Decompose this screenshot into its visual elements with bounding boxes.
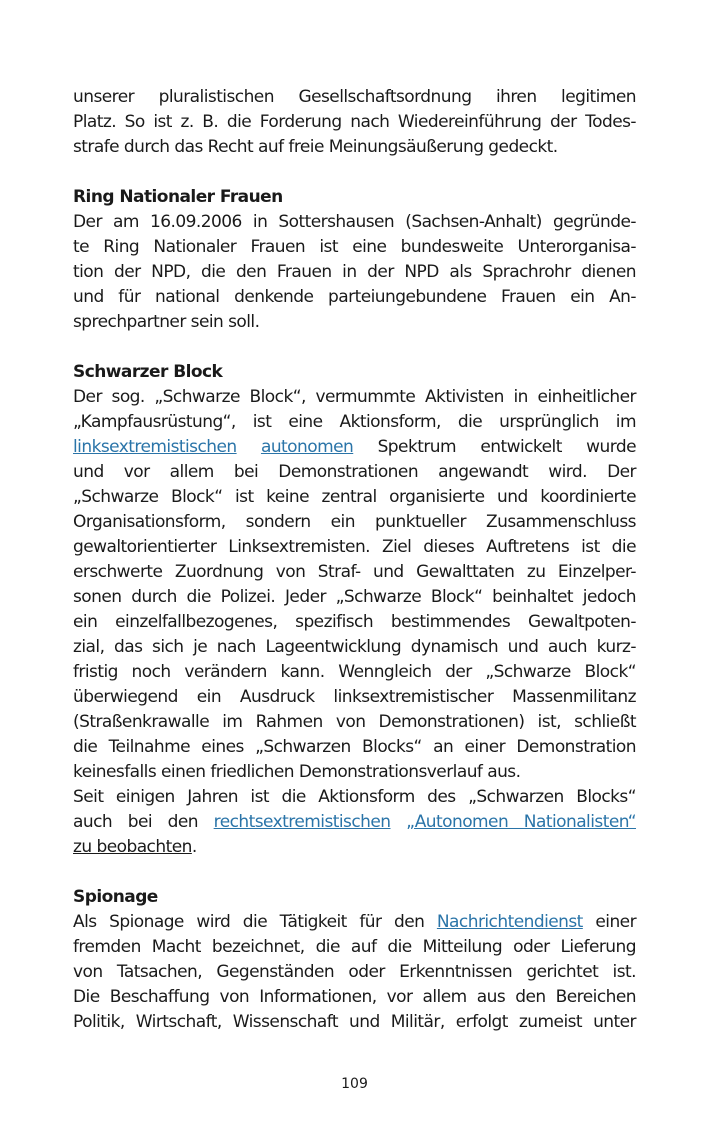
section-heading: Schwarzer Block bbox=[73, 362, 223, 382]
text-line: Organisationsform, sondern ein punktueller Zusammenschluss bbox=[73, 512, 636, 532]
link-zu-beobachten[interactable]: zu beobachten bbox=[73, 837, 192, 857]
paragraph-spacer bbox=[73, 160, 636, 185]
text-line: zial, das sich je nach Lageentwicklung dynamisch und auch kurz- bbox=[73, 637, 636, 657]
text-line: strafe durch das Recht auf freie Meinungsäußerung gedeckt. bbox=[73, 137, 558, 157]
text-line: und vor allem bei Demonstrationen angewandt wird. Der bbox=[73, 462, 636, 482]
section-heading: Spionage bbox=[73, 887, 158, 907]
intro-paragraph bbox=[73, 85, 636, 160]
page-body bbox=[73, 85, 636, 1035]
text-segment: Als Spionage wird die Tätigkeit für den bbox=[73, 912, 425, 932]
section-schwarzer-block bbox=[73, 360, 636, 860]
text-segment: Spektrum entwickelt wurde bbox=[377, 437, 637, 457]
paragraph-spacer bbox=[73, 335, 636, 360]
text-line bbox=[73, 810, 636, 835]
text-segment: einer bbox=[595, 912, 637, 932]
section-spionage bbox=[73, 885, 636, 1035]
text-line: und für national denkende parteiungebundene Frauen ein An- bbox=[73, 287, 636, 307]
text-line: überwiegend ein Ausdruck linksextremistischer Massenmilitanz bbox=[73, 687, 636, 707]
text-line: tion der NPD, die den Frauen in der NPD als Sprachrohr dienen bbox=[73, 262, 636, 282]
text-line: gewaltorientierter Linksextremisten. Ziel dieses Auftretens ist die bbox=[73, 537, 636, 557]
text-line: ein einzelfallbezogenes, spezifisch bestimmendes Gewaltpoten- bbox=[73, 612, 636, 632]
paragraph-spacer bbox=[73, 860, 636, 885]
text-segment: . bbox=[191, 837, 197, 857]
text-line: unserer pluralistischen Gesellschaftsordnung ihren legitimen bbox=[73, 87, 636, 107]
text-line: von Tatsachen, Gegenständen oder Erkenntnissen gerichtet ist. bbox=[73, 962, 636, 982]
text-line: Seit einigen Jahren ist die Aktionsform des „Schwarzen Blocks“ bbox=[73, 787, 636, 807]
text-line bbox=[73, 835, 636, 860]
link-rechtsextremistischen[interactable]: rechtsextremistischen bbox=[213, 812, 391, 832]
text-line: sonen durch die Polizei. Jeder „Schwarze Block“ beinhaltet jedoch bbox=[73, 587, 636, 607]
link-autonomen[interactable]: autonomen bbox=[260, 437, 354, 457]
text-line: „Kampfausrüstung“, ist eine Aktionsform, die ursprünglich im bbox=[73, 412, 636, 432]
text-line: Platz. So ist z. B. die Forderung nach Wiedereinführung der Todes- bbox=[73, 112, 636, 132]
text-segment: auch bei den bbox=[73, 812, 199, 832]
text-line bbox=[73, 435, 636, 460]
text-line: Politik, Wirtschaft, Wissenschaft und Militär, erfolgt zumeist unter bbox=[73, 1012, 636, 1032]
text-line: te Ring Nationaler Frauen ist eine bundesweite Unterorganisa- bbox=[73, 237, 636, 257]
section-heading: Ring Nationaler Frauen bbox=[73, 187, 283, 207]
text-line: fristig noch verändern kann. Wenngleich der „Schwarze Block“ bbox=[73, 662, 636, 682]
text-line: Der sog. „Schwarze Block“, vermummte Aktivisten in einheitlicher bbox=[73, 387, 636, 407]
section-ring-nationaler-frauen bbox=[73, 185, 636, 335]
link-linksextremistischen[interactable]: linksextremistischen bbox=[73, 437, 237, 457]
text-line: „Schwarze Block“ ist keine zentral organisierte und koordinierte bbox=[73, 487, 636, 507]
page-number: 109 bbox=[341, 1076, 368, 1092]
link-nachrichtendienst[interactable]: Nachrichtendienst bbox=[436, 912, 583, 932]
text-line: Die Beschaffung von Informationen, vor allem aus den Bereichen bbox=[73, 987, 636, 1007]
text-line: die Teilnahme eines „Schwarzen Blocks“ an einer Demonstration bbox=[73, 737, 636, 757]
text-line bbox=[73, 910, 636, 935]
text-line: (Straßenkrawalle im Rahmen von Demonstrationen) ist, schließt bbox=[73, 712, 636, 732]
text-line: fremden Macht bezeichnet, die auf die Mitteilung oder Lieferung bbox=[73, 937, 636, 957]
text-line: sprechpartner sein soll. bbox=[73, 312, 260, 332]
text-line: Der am 16.09.2006 in Sottershausen (Sachsen-Anhalt) gegründe- bbox=[73, 212, 636, 232]
link-autonomen-nationalisten[interactable]: „Autonomen Nationalisten“ bbox=[406, 812, 636, 832]
text-line: keinesfalls einen friedlichen Demonstrationsverlauf aus. bbox=[73, 762, 521, 782]
text-line: erschwerte Zuordnung von Straf- und Gewalttaten zu Einzelper- bbox=[73, 562, 636, 582]
